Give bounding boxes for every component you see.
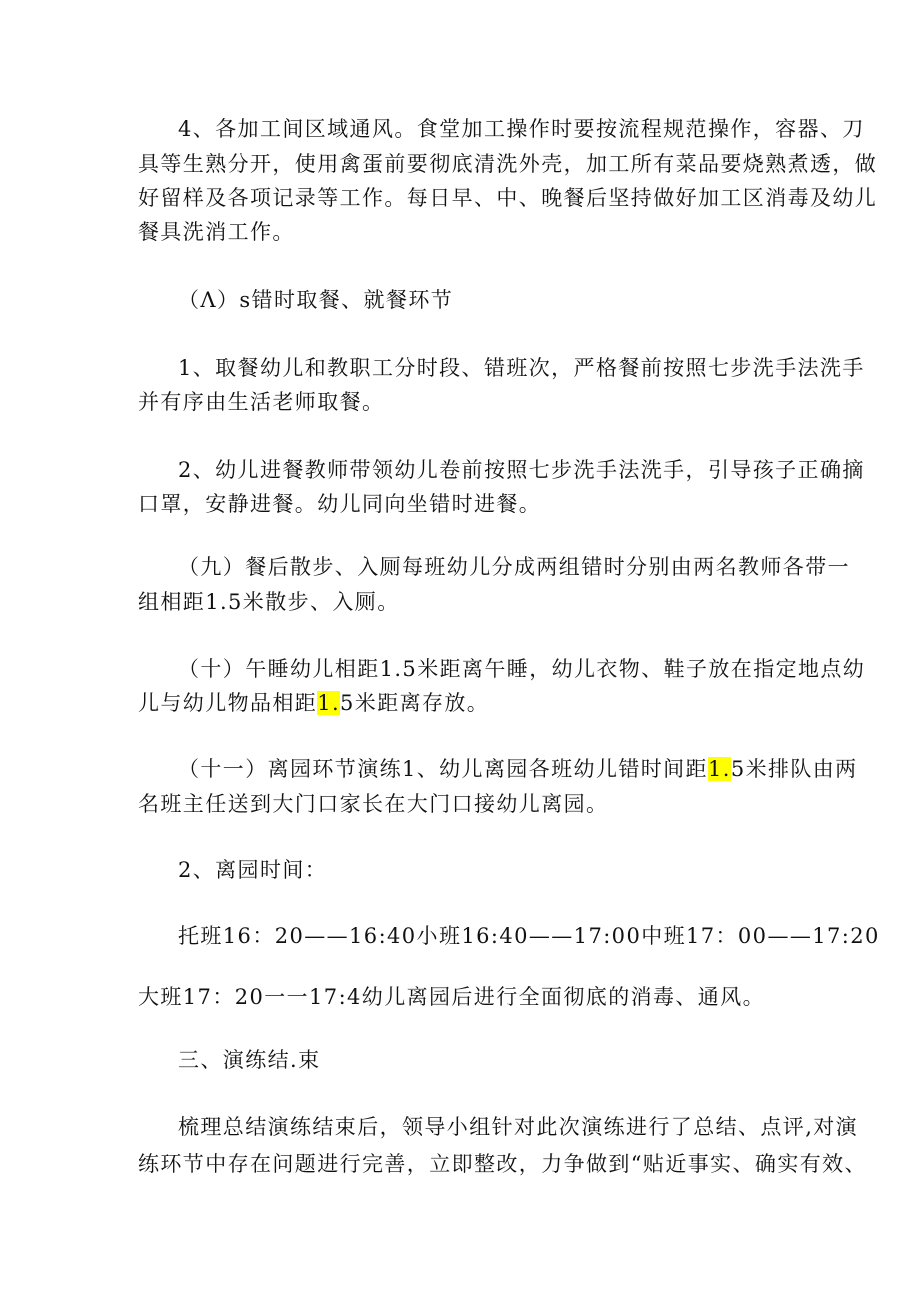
paragraph-line: 4、各加工间区域通风。食堂加工操作时要按流程规范操作，容器、刀 [178, 117, 865, 141]
paragraph-line: 1、取餐幼儿和教职工分时段、错班次，严格餐前按照七步洗手法洗手 [178, 356, 865, 380]
paragraph-line: 餐具洗消工作。 [138, 220, 295, 244]
text-run: 儿与幼儿物品相距 [138, 691, 318, 715]
paragraph-line [138, 688, 489, 718]
text-run: （十一）离园环节演练1、幼儿离园各班幼儿错时间距 [178, 757, 708, 781]
highlighted-text: 1. [317, 691, 341, 715]
section-heading: 三、演练结.束 [178, 1048, 321, 1072]
paragraph-line: 梳理总结演练结束后，领导小组针对此次演练进行了总结、点评,对演 [178, 1115, 859, 1139]
schedule-line: 托班16：20——16:40小班16:40——17:00中班17：00——17:20 [178, 924, 880, 948]
paragraph-line: 具等生熟分开，使用禽蛋前要彻底清洗外壳，加工所有菜品要烧熟煮透，做 [138, 152, 878, 176]
paragraph-line: 并有序由生活老师取餐。 [138, 390, 385, 414]
paragraph-line: 2、离园时间： [178, 858, 328, 882]
paragraph-line: （九）餐后散步、入厕每班幼儿分成两组错时分别由两名教师各带一 [178, 555, 850, 579]
paragraph-line: 好留样及各项记录等工作。每日早、中、晚餐后坚持做好加工区消毒及幼儿 [138, 186, 878, 210]
paragraph-line: 2、幼儿进餐教师带领幼儿卷前按照七步洗手法洗手，引导孩子正确摘 [178, 458, 865, 482]
paragraph-line: （十）午睡幼儿相距1.5米距离午睡，幼儿衣物、鞋子放在指定地点幼 [178, 657, 866, 681]
section-heading: （Λ）s错时取餐、就餐环节 [178, 288, 454, 312]
paragraph-line [178, 754, 858, 784]
paragraph-line: 口罩，安静进餐。幼儿同向坐错时进餐。 [138, 492, 542, 516]
text-run: 5米距离存放。 [340, 691, 490, 715]
paragraph-line: 组相距1.5米散步、入厕。 [138, 590, 400, 614]
paragraph-line: 名班主任送到大门口家长在大门口接幼儿离园。 [138, 792, 609, 816]
schedule-line: 大班17：20一一17:4幼儿离园后进行全面彻底的消毒、通风。 [138, 985, 765, 1009]
highlighted-text: 1. [707, 757, 731, 781]
text-run: 5米排队由两 [730, 757, 858, 781]
paragraph-line: 练环节中存在问题进行完善，立即整改，力争做到“贴近事实、确实有效、 [138, 1152, 867, 1176]
